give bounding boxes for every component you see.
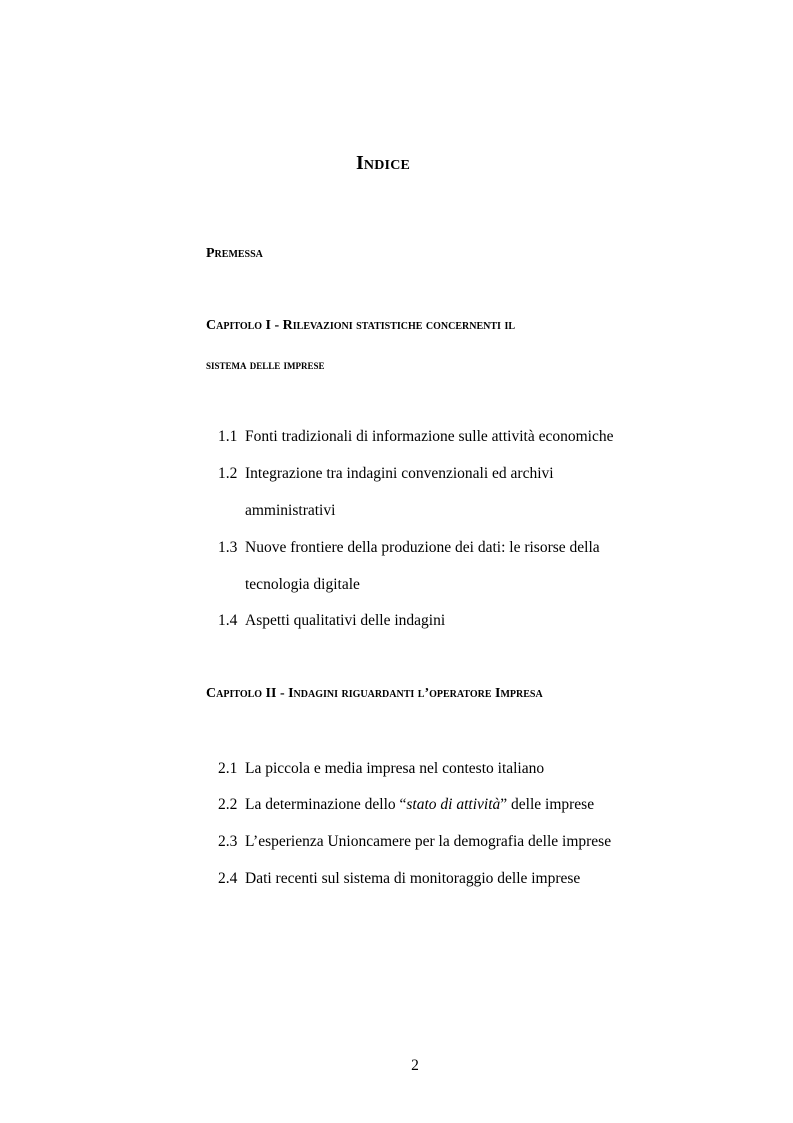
toc-entry-continuation: tecnologia digitale — [245, 576, 360, 593]
toc-entry-text-after: ” delle imprese — [500, 796, 595, 813]
toc-entry-text-before: La determinazione dello “ — [245, 796, 407, 813]
toc-entry — [218, 539, 600, 557]
toc-entry-text: Aspetti qualitativi delle indagini — [245, 612, 446, 629]
chapter2-title: Capitolo II - Indagini riguardanti l’operatore Impresa — [206, 686, 543, 701]
toc-entry-number: 2.3 — [218, 833, 238, 850]
toc-entry — [218, 796, 594, 814]
toc-entry — [218, 428, 613, 446]
toc-entry-number: 2.4 — [218, 870, 238, 887]
toc-entry — [218, 870, 580, 888]
toc-entry — [218, 612, 445, 630]
page-number: 2 — [411, 1057, 419, 1074]
toc-entry-number: 1.4 — [218, 612, 238, 629]
toc-entry-text: Nuove frontiere della produzione dei dati: le risorse della — [245, 539, 600, 556]
toc-entry-text: La piccola e media impresa nel contesto italiano — [245, 760, 545, 777]
toc-entry-text: L’esperienza Unioncamere per la demografia delle imprese — [245, 833, 612, 850]
chapter1-title-line1: Capitolo I - Rilevazioni statistiche concernenti il — [206, 318, 516, 333]
toc-entry-number: 2.1 — [218, 760, 238, 777]
toc-entry-number: 1.3 — [218, 539, 238, 556]
toc-entry — [218, 465, 554, 483]
toc-entry-number: 1.1 — [218, 428, 238, 445]
toc-entry — [218, 833, 611, 851]
chapter1-title-line2: sistema delle imprese — [206, 357, 325, 372]
toc-entry-text-italic: stato di attività — [406, 796, 501, 813]
toc-entry-text: Integrazione tra indagini convenzionali ed archivi — [245, 465, 554, 482]
toc-entry-text: Dati recenti sul sistema di monitoraggio delle imprese — [245, 870, 581, 887]
toc-entry-text: Fonti tradizionali di informazione sulle attività economiche — [245, 428, 614, 445]
toc-entry-number: 2.2 — [218, 796, 238, 813]
toc-entry — [218, 760, 544, 778]
premessa-heading: Premessa — [206, 246, 263, 261]
toc-entry-continuation: amministrativi — [245, 502, 336, 519]
page-title: Indice — [355, 152, 411, 174]
toc-entry-number: 1.2 — [218, 465, 238, 482]
